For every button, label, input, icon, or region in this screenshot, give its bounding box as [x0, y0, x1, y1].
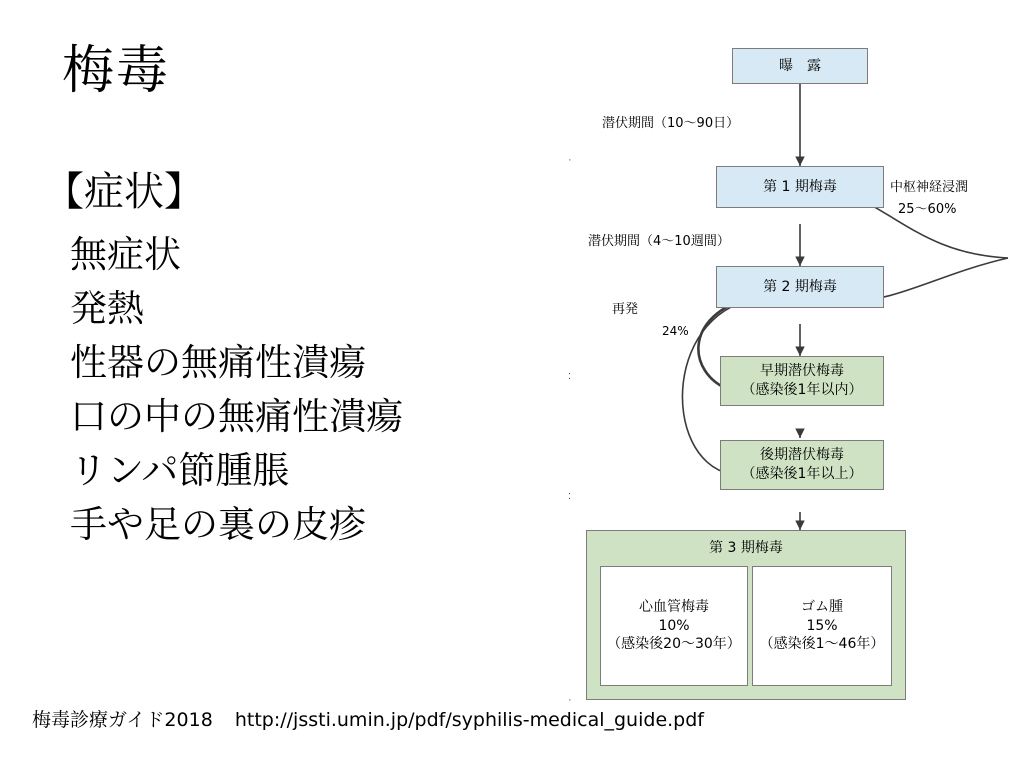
- node-late-latent-syphilis: 後期潜伏梅毒 （感染後1年以上）: [720, 440, 884, 490]
- list-item: 性器の無痛性潰瘍: [70, 341, 366, 384]
- list-item: 口の中の無痛性潰瘍: [70, 395, 403, 438]
- edge-label-incubation-primary: 潜伏期間（10〜90日）: [602, 116, 740, 131]
- node-exposure: 曝 露: [732, 48, 868, 84]
- symptoms-heading: 【症状】: [44, 169, 204, 215]
- list-item: リンパ節腫脹: [70, 449, 290, 492]
- source-label: 梅毒診療ガイド2018: [32, 709, 213, 731]
- source-url: http://jssti.umin.jp/pdf/syphilis-medical_guide.pdf: [234, 709, 704, 731]
- syphilis-natural-history-diagram: [568, 18, 1008, 718]
- symptoms-list: [70, 228, 403, 552]
- edge-label-incubation-secondary: 潜伏期間（4〜10週間）: [588, 234, 730, 249]
- node-secondary-syphilis: 第 2 期梅毒: [716, 266, 884, 308]
- node-primary-syphilis: 第 1 期梅毒: [716, 166, 884, 208]
- list-item: 無症状: [70, 233, 181, 276]
- edge-label-cns-invasion: 中枢神経浸潤: [890, 180, 969, 195]
- list-item: 発熱: [70, 287, 144, 330]
- node-cardiovascular-syphilis: 心血管梅毒 10% （感染後20〜30年）: [600, 566, 748, 686]
- node-tertiary-syphilis: 第 3 期梅毒: [586, 530, 906, 700]
- node-early-latent-syphilis: 早期潜伏梅毒 （感染後1年以内）: [720, 356, 884, 406]
- edge-label-relapse: 再発: [612, 302, 639, 317]
- node-gumma: ゴム腫 15% （感染後1〜46年）: [752, 566, 892, 686]
- page-title: 梅毒: [62, 41, 171, 101]
- edge-label-cns-percent: 25〜60%: [898, 202, 957, 217]
- edge-label-relapse-percent: 24%: [662, 324, 689, 338]
- list-item: 手や足の裏の皮疹: [70, 503, 366, 546]
- scan-tick-marks: · : : ·: [568, 154, 572, 706]
